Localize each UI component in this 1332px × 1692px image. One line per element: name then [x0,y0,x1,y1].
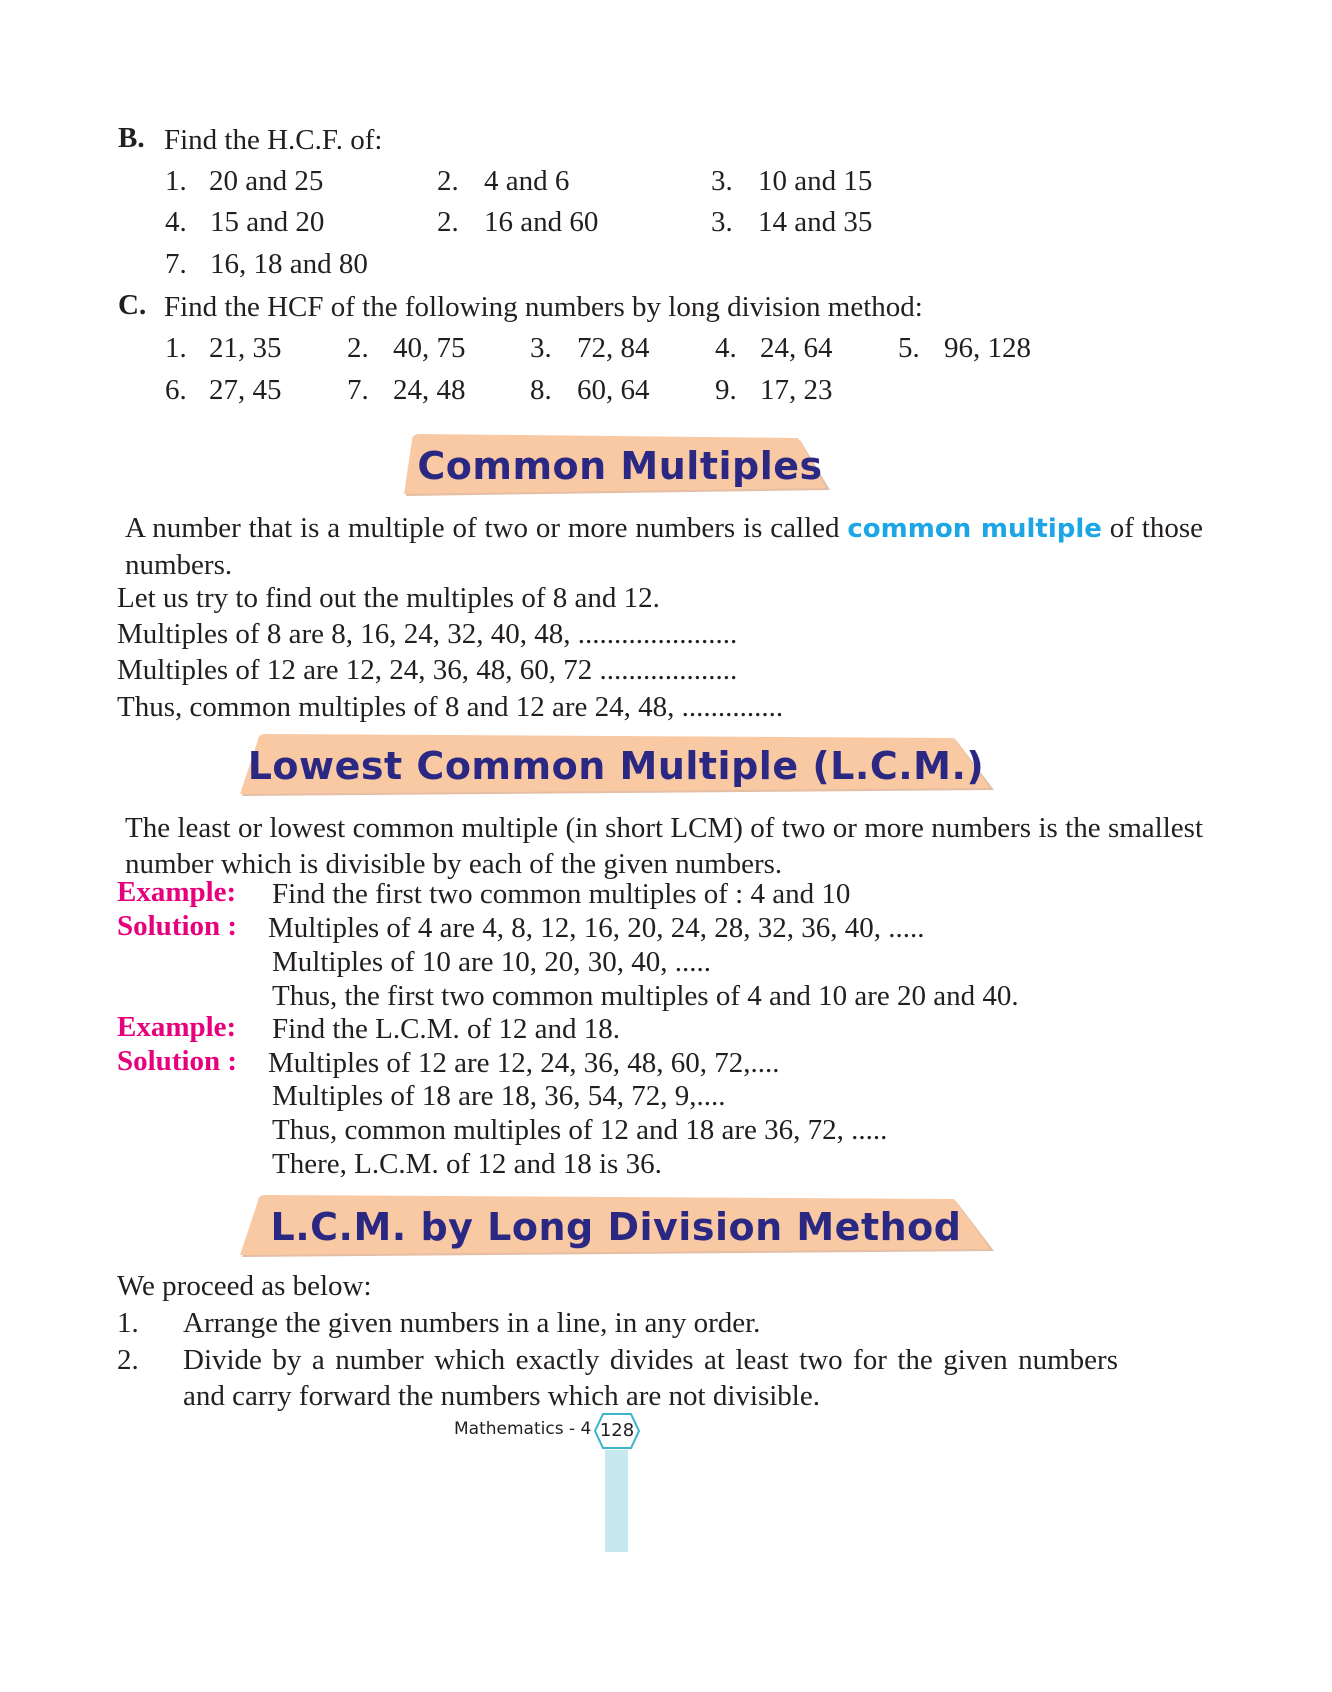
step-text: Arrange the given numbers in a line, in any order. [183,1307,761,1339]
highlighted-term: common multiple [847,514,1102,544]
section-b-label: B. [118,122,145,154]
solution-line: Multiples of 12 are 12, 24, 36, 48, 60, 72,.... [268,1047,780,1079]
text-line: Thus, common multiples of 8 and 12 are 24, 48, .............. [117,691,784,723]
list-item: 14 and 35 [758,206,873,238]
example-label: Example: [117,876,237,908]
list-item-num: 3. [711,165,733,197]
list-item: 60, 64 [577,374,650,406]
intro-line: We proceed as below: [117,1270,372,1302]
list-item-num: 3. [711,206,733,238]
footer-book-title: Mathematics - 4 [454,1419,592,1439]
page-number-badge [594,1412,640,1450]
lcm-definition: The least or lowest common multiple (in short LCM) of two or more numbers is the smallest number which is divisible by each of the given numbers. [125,812,1203,880]
example-label: Example: [117,1011,237,1043]
footer-tab [605,1450,628,1552]
list-item: 24, 48 [393,374,466,406]
list-item: 27, 45 [209,374,282,406]
step-num: 1. [117,1307,139,1339]
list-item-num: 1. [165,332,187,364]
list-item: 15 and 20 [210,206,325,238]
step-text: Divide by a number which exactly divides at least two for the given numbers and carry forward the numbers which are not divisible. [183,1344,1118,1412]
step-num: 2. [117,1344,139,1376]
list-item-num: 4. [165,206,187,238]
lcm-banner [236,732,996,800]
example-question: Find the L.C.M. of 12 and 18. [272,1013,620,1045]
section-b-title: Find the H.C.F. of: [164,124,383,156]
list-item: 10 and 15 [758,165,873,197]
solution-label: Solution : [117,910,238,942]
solution-line: Thus, common multiples of 12 and 18 are 36, 72, ..... [272,1114,888,1146]
text-line: Multiples of 12 are 12, 24, 36, 48, 60, 72 ................... [117,654,738,686]
list-item: 72, 84 [577,332,650,364]
list-item: 24, 64 [760,332,833,364]
common-multiples-banner [400,432,832,500]
list-item: 16 and 60 [484,206,599,238]
list-item-num: 1. [165,165,187,197]
list-item: 96, 128 [944,332,1031,364]
list-item: 17, 23 [760,374,833,406]
section-c-label: C. [118,289,147,321]
list-item-num: 4. [715,332,737,364]
section-heading: Common Multiples [417,444,823,488]
definition-text: A number that is a multiple of two or more numbers is called [125,512,848,544]
section-c-title: Find the HCF of the following numbers by long division method: [164,291,923,323]
text-line: Multiples of 8 are 8, 16, 24, 32, 40, 48, ...................... [117,618,738,650]
lcm-long-division-banner [236,1193,996,1261]
text-line: Let us try to find out the multiples of 8 and 12. [117,582,660,614]
page-number: 128 [599,1420,635,1441]
solution-line: Multiples of 4 are 4, 8, 12, 16, 20, 24, 28, 32, 36, 40, ..... [268,912,925,944]
list-item: 4 and 6 [484,165,570,197]
common-multiple-definition [125,510,1203,583]
list-item-num: 2. [347,332,369,364]
list-item-num: 9. [715,374,737,406]
definition-text-end: of those numbers. [125,512,1203,581]
list-item: 40, 75 [393,332,466,364]
solution-line: Multiples of 18 are 18, 36, 54, 72, 9,.... [272,1080,726,1112]
list-item-num: 7. [347,374,369,406]
solution-line: Multiples of 10 are 10, 20, 30, 40, ..... [272,946,711,978]
solution-label: Solution : [117,1045,238,1077]
list-item-num: 7. [165,248,187,280]
example-question: Find the first two common multiples of : 4 and 10 [272,878,851,910]
section-heading: Lowest Common Multiple (L.C.M.) [247,744,985,788]
list-item: 21, 35 [209,332,282,364]
section-heading: L.C.M. by Long Division Method [270,1205,962,1249]
list-item-num: 3. [530,332,552,364]
list-item-num: 2. [437,206,459,238]
list-item: 20 and 25 [209,165,324,197]
list-item: 16, 18 and 80 [210,248,368,280]
list-item-num: 8. [530,374,552,406]
solution-line: Thus, the first two common multiples of 4 and 10 are 20 and 40. [272,980,1019,1012]
list-item-num: 5. [898,332,920,364]
list-item-num: 6. [165,374,187,406]
solution-line: There, L.C.M. of 12 and 18 is 36. [272,1148,662,1180]
list-item-num: 2. [437,165,459,197]
